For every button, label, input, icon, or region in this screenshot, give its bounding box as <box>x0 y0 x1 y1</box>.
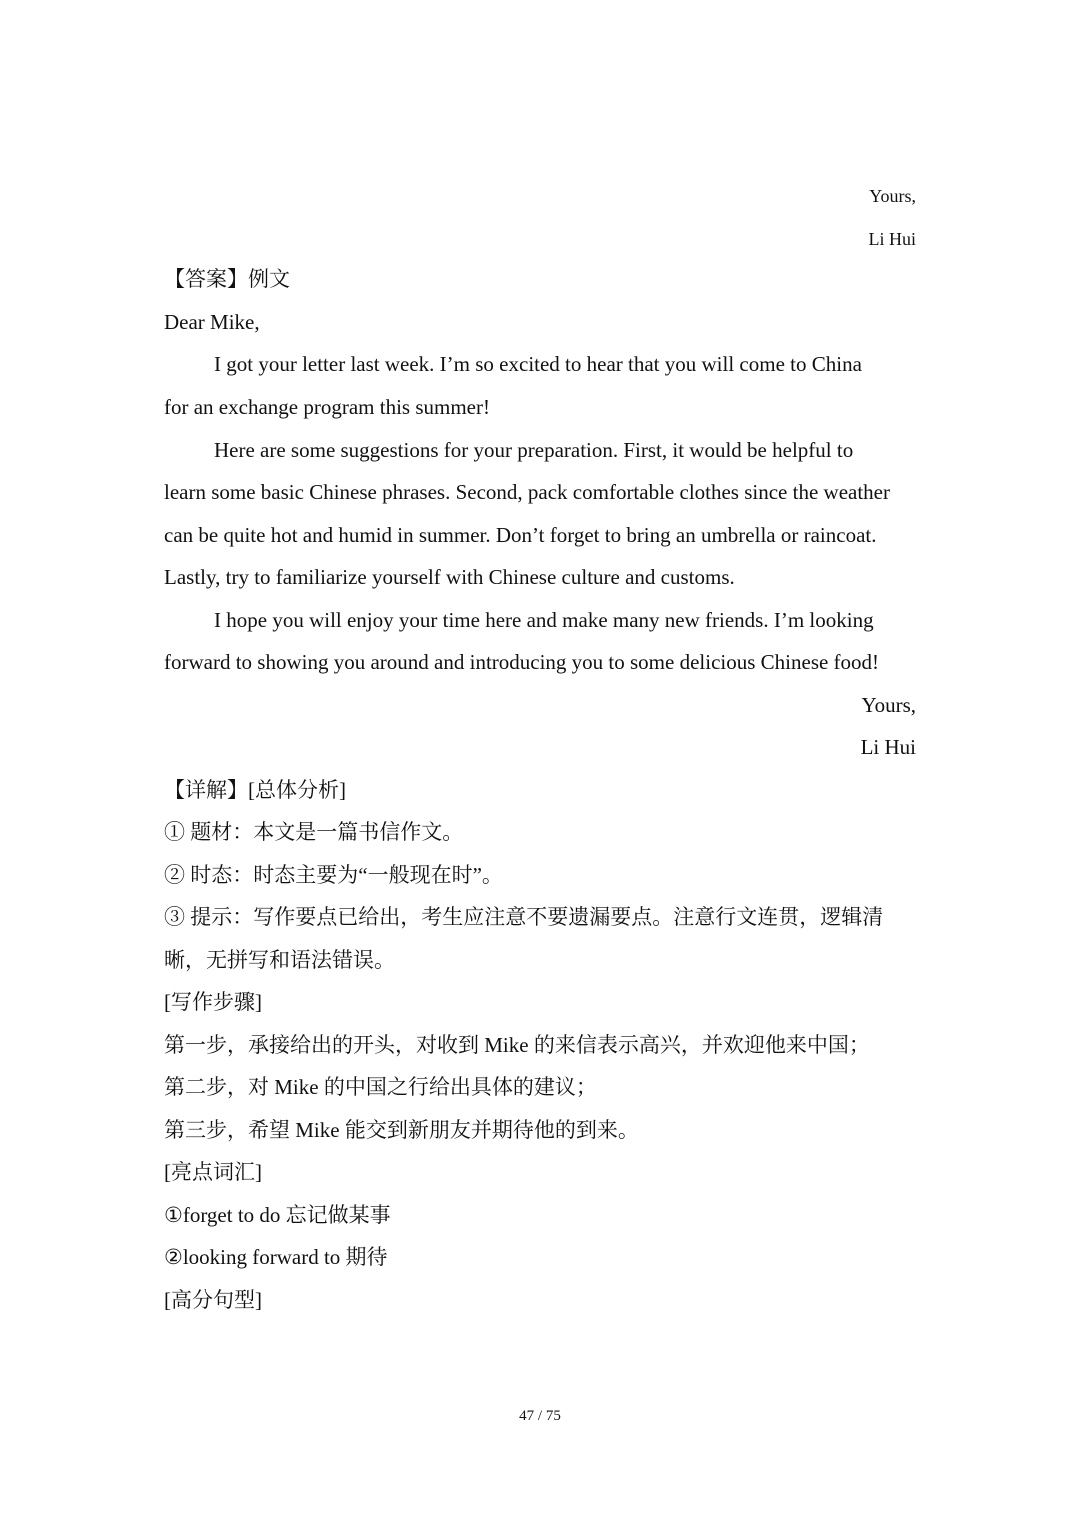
letter-line: can be quite hot and humid in summer. Don’t forget to bring an umbrella or raincoat. <box>164 523 877 547</box>
analysis-point: ① 题材：本文是一篇书信作文。 <box>164 820 464 844</box>
top-closing-name: Li Hui <box>868 229 916 249</box>
analysis-point: 晰，无拼写和语法错误。 <box>164 948 395 972</box>
letter-line: I hope you will enjoy your time here and make many new friends. I’m looking <box>214 608 874 632</box>
step-item: 第一步，承接给出的开头，对收到 Mike 的来信表示高兴，并欢迎他来中国； <box>164 1033 870 1057</box>
letter-line: Lastly, try to familiarize yourself with Chinese culture and customs. <box>164 565 735 589</box>
analysis-point: ② 时态：时态主要为“一般现在时”。 <box>164 863 503 887</box>
vocab-item: ②looking forward to 期待 <box>164 1245 388 1269</box>
letter-line: I got your letter last week. I’m so excited to hear that you will come to China <box>214 352 862 376</box>
answer-heading: 【答案】例文 <box>164 267 290 291</box>
steps-heading: [写作步骤] <box>164 990 262 1014</box>
letter-line: forward to showing you around and introducing you to some delicious Chinese food! <box>164 650 880 674</box>
letter-line: learn some basic Chinese phrases. Second, pack comfortable clothes since the weather <box>164 480 890 504</box>
analysis-heading: 【详解】[总体分析] <box>164 778 346 802</box>
vocab-item: ①forget to do 忘记做某事 <box>164 1203 391 1227</box>
letter-closing: Yours, <box>861 693 916 717</box>
step-item: 第三步，希望 Mike 能交到新朋友并期待他的到来。 <box>164 1118 639 1142</box>
page-number: 47 / 75 <box>519 1408 561 1424</box>
letter-salutation: Dear Mike, <box>164 310 260 334</box>
vocab-heading: [亮点词汇] <box>164 1160 262 1184</box>
top-closing-yours: Yours, <box>869 186 916 206</box>
sentences-heading: [高分句型] <box>164 1288 262 1312</box>
letter-line: for an exchange program this summer! <box>164 395 490 419</box>
analysis-point: ③ 提示：写作要点已给出，考生应注意不要遗漏要点。注意行文连贯，逻辑清 <box>164 905 884 929</box>
letter-signature: Li Hui <box>860 735 916 759</box>
step-item: 第二步，对 Mike 的中国之行给出具体的建议； <box>164 1075 597 1099</box>
letter-line: Here are some suggestions for your preparation. First, it would be helpful to <box>214 438 854 462</box>
